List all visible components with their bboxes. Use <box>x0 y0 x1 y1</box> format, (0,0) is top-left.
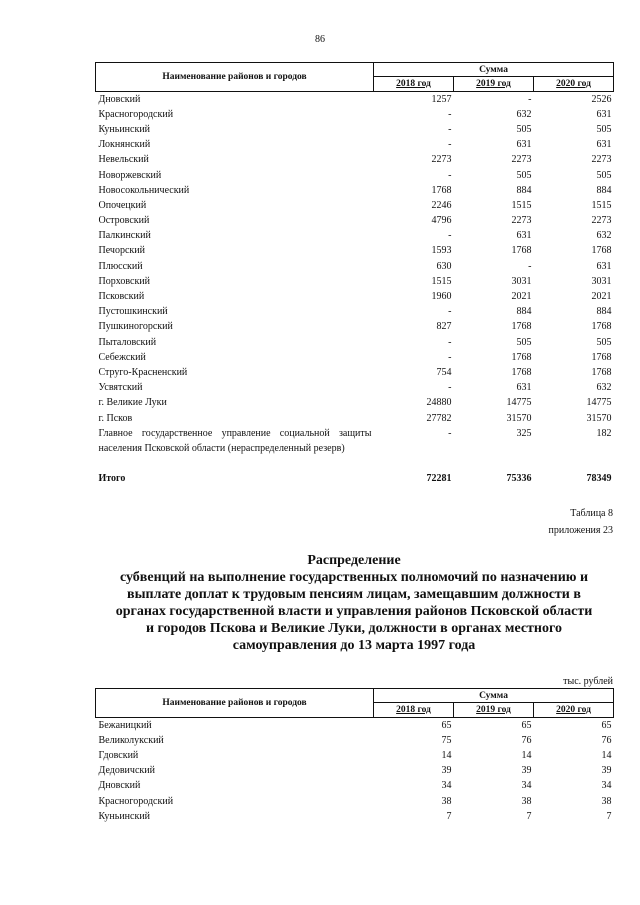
table-row <box>96 122 614 137</box>
cell-2019: 505 <box>516 169 532 181</box>
cell-2020: 39 <box>601 765 612 777</box>
heading-title: Распределение <box>307 553 401 568</box>
row-name: Печорский <box>98 245 145 257</box>
cell-2019: 34 <box>521 780 532 792</box>
cell-2018: 38 <box>441 795 452 807</box>
cell-2020: 3031 <box>591 275 612 287</box>
cell-2019: 505 <box>516 336 532 348</box>
cell-2019: 65 <box>521 719 532 731</box>
cell-2018: - <box>448 139 452 151</box>
row-name: Невельский <box>98 154 149 166</box>
cell-2020: 182 <box>596 428 612 440</box>
cell-2018: 1257 <box>431 93 452 105</box>
table-row-total <box>96 471 614 486</box>
cell-2018: - <box>448 306 452 318</box>
cell-2020: 76 <box>601 734 612 746</box>
cell-2018: 4796 <box>431 215 452 227</box>
cell-2019: 1768 <box>511 366 532 378</box>
table-label: Таблица 8 <box>570 508 613 519</box>
column-header-sum: Сумма <box>374 689 614 703</box>
cell-2019: 14 <box>521 749 532 761</box>
cell-2018: 65 <box>441 719 452 731</box>
column-header-name: Наименование районов и городов <box>96 689 374 718</box>
heading-line: органах государственной власти и управления районов Псковской области <box>115 604 593 619</box>
cell-2019: 1768 <box>511 351 532 363</box>
cell-2018: 1593 <box>431 245 452 257</box>
cell-2020: 505 <box>596 169 612 181</box>
row-name: Плюсский <box>98 260 143 272</box>
table-row <box>96 718 614 734</box>
subsidy-table-continued <box>95 62 614 486</box>
table-row <box>96 350 614 365</box>
row-name: Красногородский <box>98 795 174 807</box>
table-row <box>96 244 614 259</box>
appendix-label: приложения 23 <box>548 525 613 536</box>
row-name: Великолукский <box>98 734 164 746</box>
table-row <box>96 214 614 229</box>
cell-2019: 2021 <box>511 291 532 303</box>
heading-line: самоуправления до 13 марта 1997 года <box>232 638 476 653</box>
cell-2020: 14775 <box>586 397 612 409</box>
cell-2018: - <box>448 123 452 135</box>
cell-2020: 631 <box>596 108 612 120</box>
cell-2018: - <box>448 351 452 363</box>
row-name: Себежский <box>98 351 146 363</box>
row-name: Дновский <box>98 93 141 105</box>
table-row <box>96 809 614 824</box>
row-name: Струго-Красненский <box>98 366 188 378</box>
cell-2019: 1768 <box>511 321 532 333</box>
cell-2019: 631 <box>516 382 532 394</box>
row-name: Дедовичский <box>98 765 155 777</box>
row-name: Усвятский <box>98 382 143 394</box>
cell-2019: 631 <box>516 230 532 242</box>
column-header-name: Наименование районов и городов <box>96 63 374 92</box>
row-name: Пыталовский <box>98 336 157 348</box>
cell-2018: 1768 <box>431 184 452 196</box>
cell-2018: 14 <box>441 749 452 761</box>
table-row <box>96 794 614 809</box>
row-name: г. Великие Луки <box>98 397 167 409</box>
table-row <box>96 411 614 426</box>
cell-2019: 325 <box>516 428 532 440</box>
column-header-2020: 2020 год <box>534 703 614 718</box>
cell-2020: 78349 <box>586 472 612 484</box>
column-header-2020: 2020 год <box>534 77 614 92</box>
row-name: Палкинский <box>98 230 151 242</box>
row-name: Новоржевский <box>98 169 162 181</box>
cell-2020: 884 <box>596 306 612 318</box>
cell-2019: 3031 <box>511 275 532 287</box>
cell-2019: 39 <box>521 765 532 777</box>
cell-2018: - <box>448 428 452 440</box>
cell-2018: - <box>448 230 452 242</box>
cell-2019: 631 <box>516 139 532 151</box>
cell-2018: 7 <box>446 810 452 822</box>
cell-2018: 630 <box>436 260 452 272</box>
cell-2020: 2273 <box>591 215 612 227</box>
table-row <box>96 289 614 304</box>
row-name: Локнянский <box>98 139 151 151</box>
table-row <box>96 107 614 122</box>
table-row <box>96 168 614 183</box>
table-row <box>96 183 614 198</box>
column-header-2018: 2018 год <box>374 77 454 92</box>
row-name: Дновский <box>98 780 141 792</box>
section-heading <box>95 552 613 654</box>
cell-2018: 2273 <box>431 154 452 166</box>
table-row <box>96 764 614 779</box>
cell-2018: 24880 <box>426 397 452 409</box>
table-row-reserve <box>96 426 614 471</box>
cell-2019: 884 <box>516 306 532 318</box>
cell-2019: 1515 <box>511 199 532 211</box>
cell-2020: 7 <box>606 810 612 822</box>
cell-2018: - <box>448 108 452 120</box>
cell-2020: 65 <box>601 719 612 731</box>
table-row <box>96 305 614 320</box>
cell-2020: 632 <box>596 230 612 242</box>
table-row <box>96 381 614 396</box>
row-name: Новосокольнический <box>98 184 190 196</box>
table-row <box>96 274 614 289</box>
cell-2020: 1515 <box>591 199 612 211</box>
cell-2019: 884 <box>516 184 532 196</box>
row-name: г. Псков <box>98 412 133 424</box>
cell-2018: - <box>448 382 452 394</box>
cell-2019: - <box>528 260 532 272</box>
column-header-2019: 2019 год <box>454 77 534 92</box>
table-row <box>96 92 614 108</box>
row-name: Гдовский <box>98 749 139 761</box>
cell-2020: 632 <box>596 382 612 394</box>
cell-2019: 632 <box>516 108 532 120</box>
cell-2019: 7 <box>526 810 532 822</box>
table-row <box>96 138 614 153</box>
cell-2018: 39 <box>441 765 452 777</box>
cell-2020: 631 <box>596 260 612 272</box>
row-name: Итого <box>98 472 126 484</box>
heading-line: и городов Пскова и Великие Луки, должности в органах местного <box>145 621 563 636</box>
cell-2019: 31570 <box>506 412 532 424</box>
table-row <box>96 335 614 350</box>
cell-2019: 2273 <box>511 154 532 166</box>
row-name: Пустошкинский <box>98 306 168 318</box>
cell-2020: 2526 <box>591 93 612 105</box>
cell-2019: 1768 <box>511 245 532 257</box>
cell-2020: 2021 <box>591 291 612 303</box>
cell-2018: 34 <box>441 780 452 792</box>
cell-2018: 827 <box>436 321 452 333</box>
cell-2018: 1960 <box>431 291 452 303</box>
row-name: Куньинский <box>98 810 151 822</box>
cell-2018: 1515 <box>431 275 452 287</box>
cell-2020: 505 <box>596 123 612 135</box>
cell-2018: 2246 <box>431 199 452 211</box>
cell-2020: 34 <box>601 780 612 792</box>
cell-2020: 505 <box>596 336 612 348</box>
table-row <box>96 198 614 213</box>
cell-2020: 1768 <box>591 366 612 378</box>
table-row <box>96 733 614 748</box>
cell-2020: 31570 <box>586 412 612 424</box>
cell-2020: 1768 <box>591 245 612 257</box>
table-row <box>96 365 614 380</box>
table-row <box>96 748 614 763</box>
table-row <box>96 259 614 274</box>
column-header-sum: Сумма <box>374 63 614 77</box>
pension-subsidy-table <box>95 688 614 824</box>
cell-2020: 38 <box>601 795 612 807</box>
cell-2018: 27782 <box>426 412 452 424</box>
cell-2020: 1768 <box>591 321 612 333</box>
row-name: Красногородский <box>98 108 174 120</box>
cell-2018: - <box>448 169 452 181</box>
cell-2018: 754 <box>436 366 452 378</box>
cell-2020: 1768 <box>591 351 612 363</box>
table-row <box>96 779 614 794</box>
cell-2019: 76 <box>521 734 532 746</box>
page-number: 86 <box>315 34 325 45</box>
row-name: Псковский <box>98 291 145 303</box>
row-name: Опочецкий <box>98 199 147 211</box>
cell-2019: 2273 <box>511 215 532 227</box>
cell-2020: 631 <box>596 139 612 151</box>
row-name: Пушкиногорский <box>98 321 173 333</box>
cell-2019: - <box>528 93 532 105</box>
units-label: тыс. рублей <box>563 676 613 687</box>
row-name: Островский <box>98 215 150 227</box>
heading-line: выплате доплат к трудовым пенсиям лицам, замещавшим должности в <box>127 587 581 602</box>
cell-2020: 884 <box>596 184 612 196</box>
column-header-2019: 2019 год <box>454 703 534 718</box>
cell-2018: - <box>448 336 452 348</box>
table-row <box>96 229 614 244</box>
cell-2020: 2273 <box>591 154 612 166</box>
table-row <box>96 320 614 335</box>
table-row <box>96 153 614 168</box>
row-name: Порховский <box>98 275 151 287</box>
column-header-2018: 2018 год <box>374 703 454 718</box>
cell-2019: 38 <box>521 795 532 807</box>
row-name: Куньинский <box>98 123 151 135</box>
heading-line: субвенций на выполнение государственных полномочий по назначению и <box>119 570 589 585</box>
cell-2018: 75 <box>441 734 452 746</box>
cell-2019: 75336 <box>506 472 532 484</box>
row-name: Главное государственное управление социальной защиты населения Псковской области (нераспределенный резерв) <box>98 428 372 455</box>
cell-2019: 505 <box>516 123 532 135</box>
cell-2020: 14 <box>601 749 612 761</box>
cell-2019: 14775 <box>506 397 532 409</box>
row-name: Бежаницкий <box>98 719 152 731</box>
cell-2018: 72281 <box>426 472 452 484</box>
table-row <box>96 396 614 411</box>
